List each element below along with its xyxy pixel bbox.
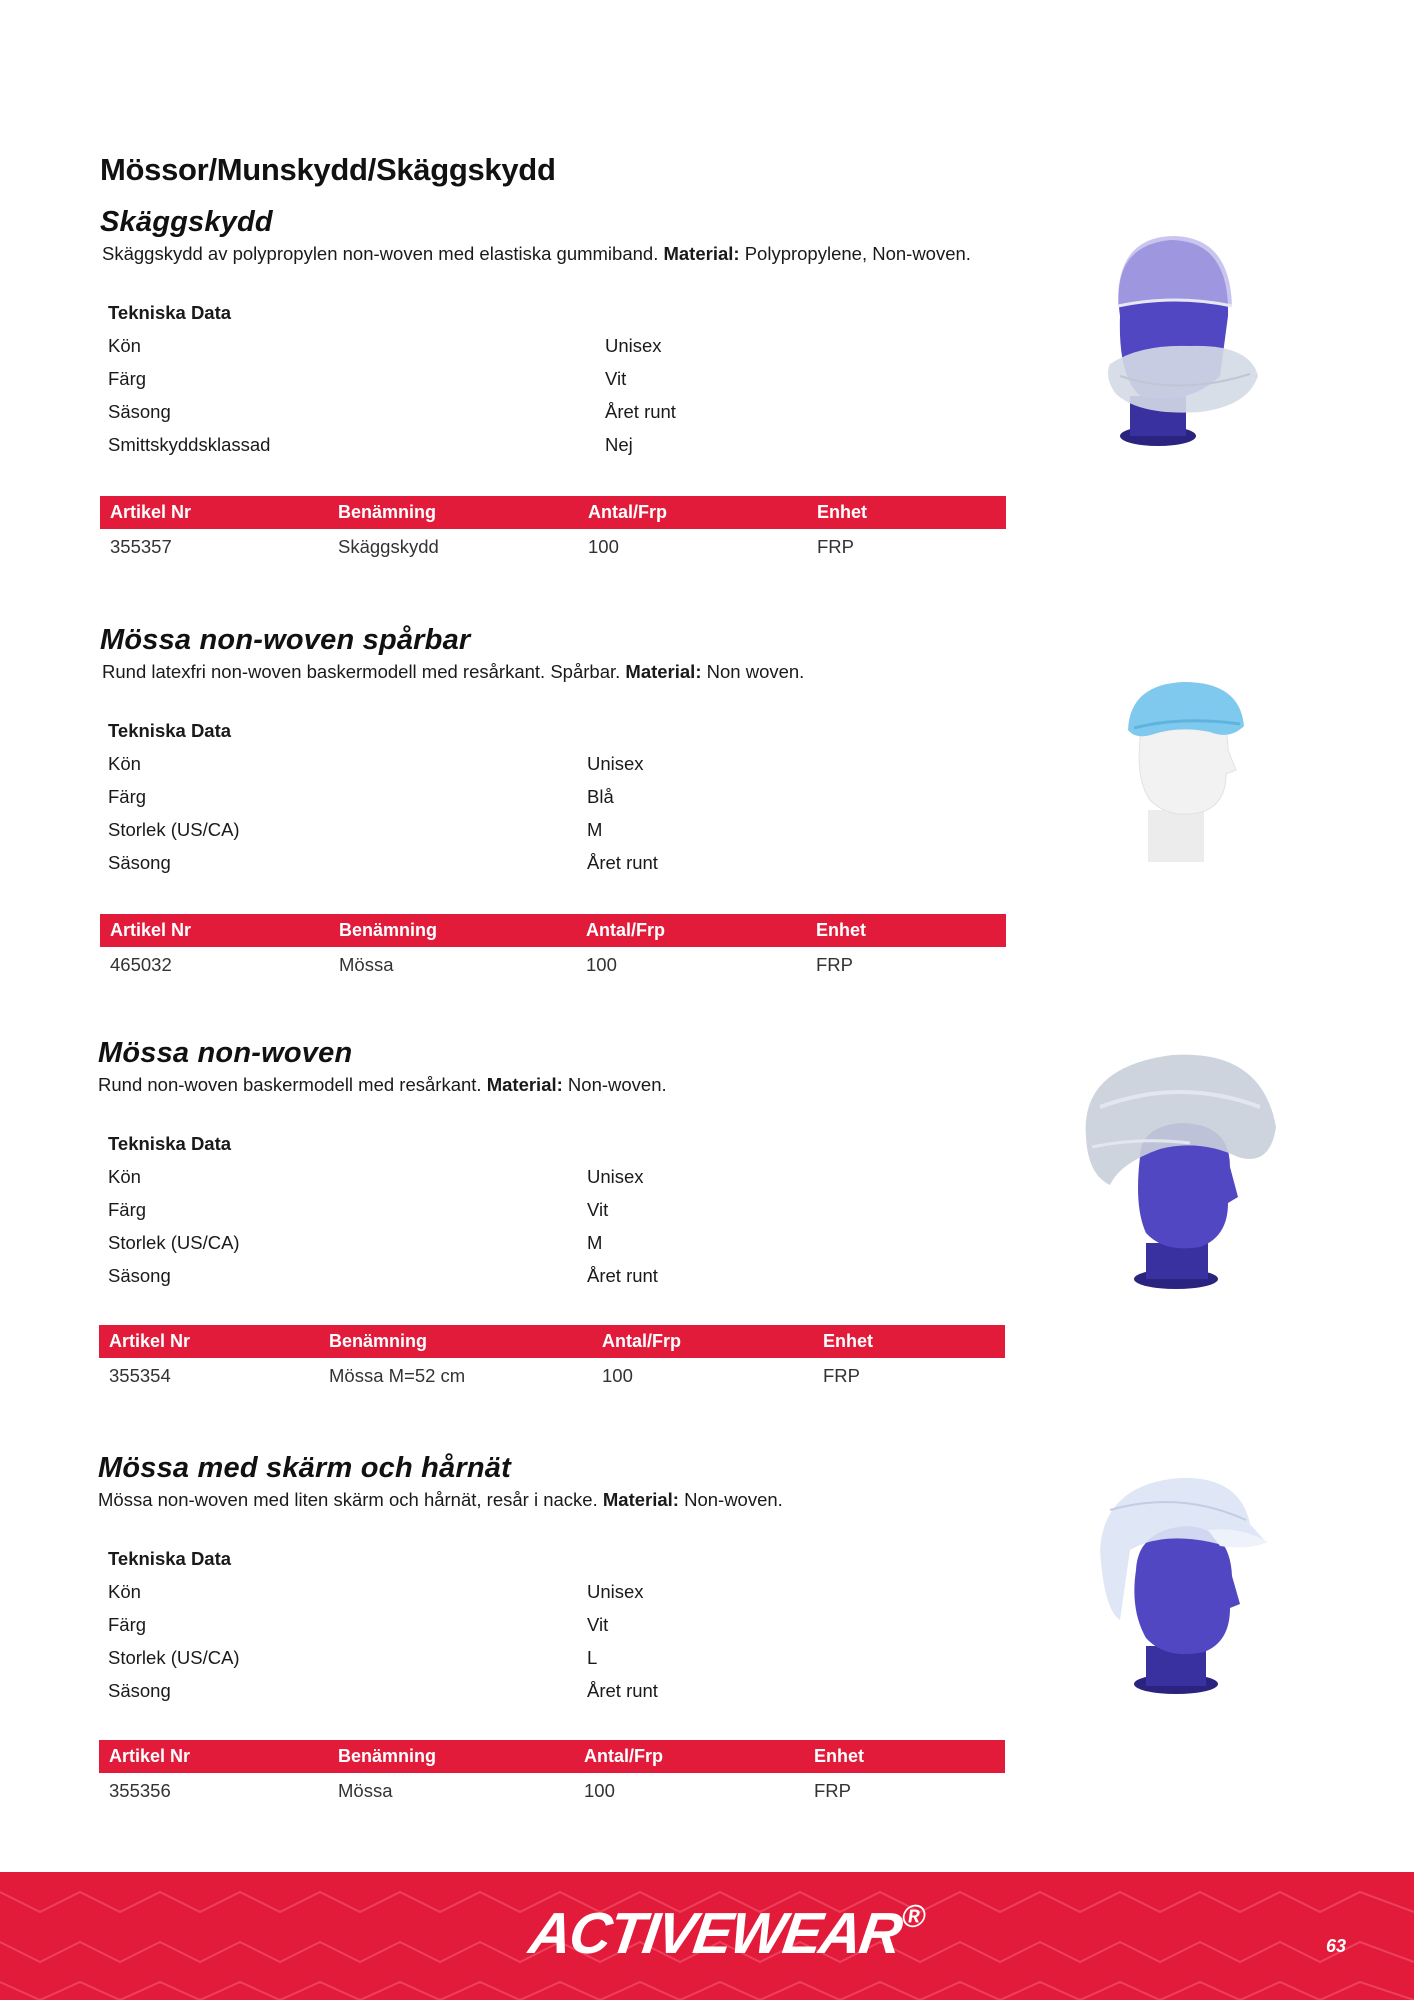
col-name: Benämning bbox=[339, 920, 438, 940]
col-unit: Enhet bbox=[816, 920, 867, 940]
spec-row: Kön Unisex bbox=[108, 1166, 644, 1187]
product-title: Skäggskydd bbox=[100, 206, 273, 238]
table-row: 355357 Skäggskydd 100 FRP bbox=[110, 536, 854, 557]
spec-row: Storlek (US/CA) M bbox=[108, 819, 603, 840]
col-article: Artikel Nr bbox=[109, 1746, 191, 1766]
spec-row: Färg Blå bbox=[108, 786, 614, 807]
product-image bbox=[1080, 226, 1270, 461]
spec-row: Smittskyddsklassad Nej bbox=[108, 434, 633, 455]
article-table bbox=[100, 496, 1006, 565]
spec-table bbox=[108, 1127, 808, 1292]
product-image bbox=[1080, 1047, 1280, 1302]
spec-row: Kön Unisex bbox=[108, 753, 644, 774]
spec-row: Säsong Året runt bbox=[108, 852, 658, 873]
article-table bbox=[99, 1740, 1005, 1809]
col-qty: Antal/Frp bbox=[586, 920, 665, 940]
product-image bbox=[1090, 1470, 1270, 1705]
article-table bbox=[99, 1325, 1005, 1394]
spec-row: Färg Vit bbox=[108, 1199, 609, 1220]
spec-row: Färg Vit bbox=[108, 368, 627, 389]
col-name: Benämning bbox=[329, 1331, 428, 1351]
spec-table bbox=[108, 296, 808, 461]
spec-row: Storlek (US/CA) M bbox=[108, 1232, 603, 1253]
col-qty: Antal/Frp bbox=[584, 1746, 663, 1766]
spec-row: Färg Vit bbox=[108, 1614, 609, 1635]
product-beard-cover bbox=[0, 206, 1414, 606]
table-row: 465032 Mössa 100 FRP bbox=[110, 954, 853, 975]
product-description: Mössa non-woven med liten skärm och hårnät, resår i nacke. Material: Non-woven. bbox=[98, 1489, 783, 1510]
spec-row: Säsong Året runt bbox=[108, 1680, 658, 1701]
product-title: Mössa non-woven spårbar bbox=[100, 624, 471, 656]
product-cap-traceable bbox=[0, 624, 1414, 1024]
product-cap-nonwoven bbox=[0, 1037, 1414, 1437]
col-name: Benämning bbox=[338, 1746, 437, 1766]
col-article: Artikel Nr bbox=[110, 502, 192, 522]
article-table-header bbox=[100, 914, 1006, 947]
col-unit: Enhet bbox=[823, 1331, 874, 1351]
product-description: Rund non-woven baskermodell med resårkant. Material: Non-woven. bbox=[98, 1074, 667, 1095]
product-title: Mössa med skärm och hårnät bbox=[98, 1452, 511, 1484]
col-article: Artikel Nr bbox=[110, 920, 192, 940]
product-description: Skäggskydd av polypropylen non-woven med elastiska gummiband. Material: Polypropylene, Non-woven. bbox=[102, 243, 971, 264]
col-name: Benämning bbox=[338, 502, 437, 522]
col-qty: Antal/Frp bbox=[602, 1331, 681, 1351]
spec-row: Säsong Året runt bbox=[108, 1265, 658, 1286]
page-number: 63 bbox=[1326, 1936, 1347, 1956]
article-table bbox=[100, 914, 1006, 983]
product-title: Mössa non-woven bbox=[98, 1037, 353, 1069]
product-description: Rund latexfri non-woven baskermodell med resårkant. Spårbar. Material: Non woven. bbox=[102, 661, 805, 682]
product-cap-visor-hairnet bbox=[0, 1452, 1414, 1852]
spec-heading: Tekniska Data bbox=[108, 1548, 232, 1569]
spec-row: Kön Unisex bbox=[108, 1581, 644, 1602]
spec-table bbox=[108, 714, 808, 879]
spec-row: Kön Unisex bbox=[108, 335, 662, 356]
spec-heading: Tekniska Data bbox=[108, 302, 232, 323]
spec-row: Säsong Året runt bbox=[108, 401, 676, 422]
product-image bbox=[1110, 670, 1260, 875]
spec-heading: Tekniska Data bbox=[108, 1133, 232, 1154]
spec-table bbox=[108, 1542, 808, 1707]
col-unit: Enhet bbox=[817, 502, 868, 522]
spec-row: Storlek (US/CA) L bbox=[108, 1647, 598, 1668]
article-table-header bbox=[99, 1740, 1005, 1773]
brand-logo: ACTIVEWEAR® bbox=[525, 1897, 929, 1966]
article-table-header bbox=[99, 1325, 1005, 1358]
spec-heading: Tekniska Data bbox=[108, 720, 232, 741]
col-article: Artikel Nr bbox=[109, 1331, 191, 1351]
footer-banner bbox=[0, 1872, 1414, 2000]
article-table-header bbox=[100, 496, 1006, 529]
page-title: Mössor/Munskydd/Skäggskydd bbox=[100, 152, 556, 187]
table-row: 355356 Mössa 100 FRP bbox=[109, 1780, 851, 1801]
table-row: 355354 Mössa M=52 cm 100 FRP bbox=[109, 1365, 860, 1386]
col-unit: Enhet bbox=[814, 1746, 865, 1766]
col-qty: Antal/Frp bbox=[588, 502, 667, 522]
